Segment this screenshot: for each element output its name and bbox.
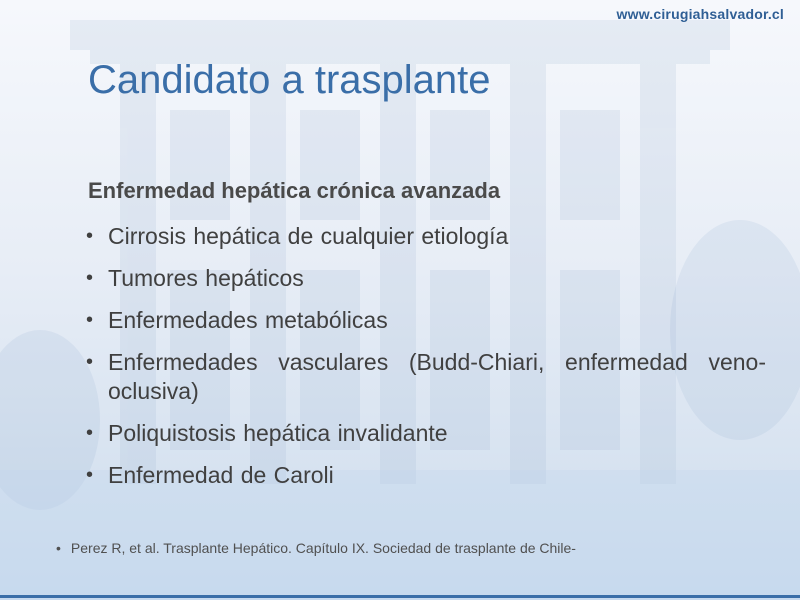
bullet-text: Cirrosis hepática de cualquier etiología: [108, 223, 509, 249]
bullet-dot-icon: •: [86, 225, 94, 247]
bullet-dot-icon: •: [86, 309, 94, 331]
bullet-dot-icon: •: [86, 464, 94, 486]
bullet-dot-icon: •: [86, 351, 94, 373]
bullet-text: Enfermedad de Caroli: [108, 462, 334, 488]
bullet-item: [86, 306, 766, 335]
bullet-item: [86, 264, 766, 293]
bullet-dot-icon: •: [86, 422, 94, 444]
bullet-item: [86, 222, 766, 251]
reference-citation: [56, 540, 576, 556]
slide-subtitle: Enfermedad hepática crónica avanzada: [88, 178, 501, 203]
reference-bullet-icon: •: [56, 540, 61, 556]
bullet-text: Tumores hepáticos: [108, 265, 304, 291]
bullet-item: [86, 348, 766, 406]
bullet-text: Poliquistosis hepática invalidante: [108, 420, 448, 446]
bullet-item: [86, 461, 766, 490]
slide-title: Candidato a trasplante: [88, 58, 491, 102]
bullet-text: Enfermedades metabólicas: [108, 307, 388, 333]
bullet-text: Enfermedades vasculares (Budd-Chiari, enfermedad veno-oclusiva): [108, 349, 766, 404]
bullet-list: [86, 222, 766, 503]
reference-text: Perez R, et al. Trasplante Hepático. Capítulo IX. Sociedad de trasplante de Chile-: [70, 540, 576, 556]
bullet-item: [86, 419, 766, 448]
bullet-dot-icon: •: [86, 267, 94, 289]
website-url[interactable]: www.cirugiahsalvador.cl: [616, 6, 784, 22]
bottom-divider: [0, 595, 800, 598]
